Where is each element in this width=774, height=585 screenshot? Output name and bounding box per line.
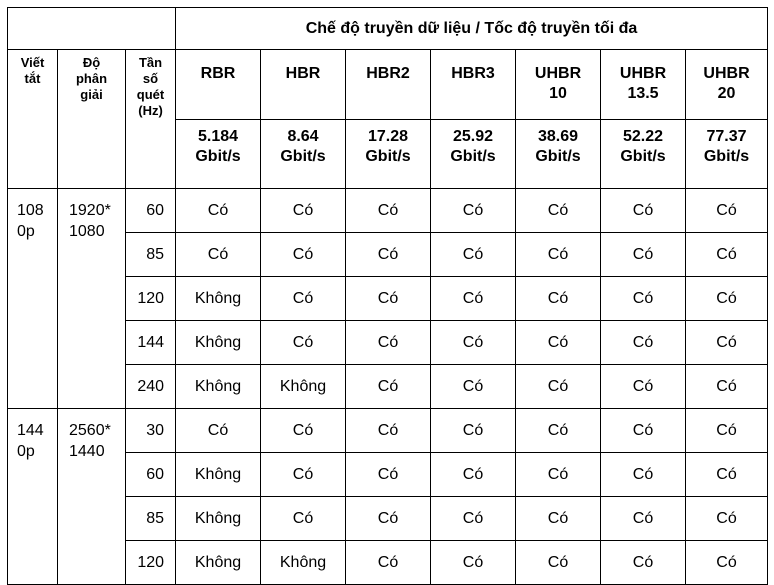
- support-cell: Có: [686, 233, 768, 277]
- support-cell: Có: [346, 365, 431, 409]
- support-cell: Có: [516, 321, 601, 365]
- support-cell: Có: [516, 365, 601, 409]
- refresh-rate-cell: 60: [126, 453, 176, 497]
- support-cell: Có: [261, 453, 346, 497]
- support-cell: Không: [176, 277, 261, 321]
- support-cell: Có: [601, 189, 686, 233]
- mode-header: RBR: [176, 50, 261, 120]
- support-cell: Có: [516, 189, 601, 233]
- table-row: [8, 409, 768, 453]
- mode-header: HBR3: [431, 50, 516, 120]
- support-cell: Có: [516, 497, 601, 541]
- support-cell: Có: [686, 365, 768, 409]
- mode-header-row: [8, 50, 768, 120]
- support-cell: Có: [176, 189, 261, 233]
- max-speed-header: 8.64 Gbit/s: [261, 120, 346, 189]
- table-row: [8, 189, 768, 233]
- mode-header: UHBR 20: [686, 50, 768, 120]
- refresh-rate-cell: 85: [126, 497, 176, 541]
- support-cell: Có: [686, 189, 768, 233]
- support-cell: Có: [601, 365, 686, 409]
- support-cell: Có: [261, 321, 346, 365]
- support-cell: Có: [261, 277, 346, 321]
- support-cell: Có: [686, 409, 768, 453]
- col-header-resolution: Độ phân giải: [58, 50, 126, 189]
- mode-header: HBR: [261, 50, 346, 120]
- mode-header: HBR2: [346, 50, 431, 120]
- support-cell: Có: [431, 409, 516, 453]
- support-cell: Có: [516, 453, 601, 497]
- table-title-row: [8, 8, 768, 50]
- refresh-rate-cell: 120: [126, 277, 176, 321]
- support-cell: Có: [261, 497, 346, 541]
- refresh-rate-cell: 30: [126, 409, 176, 453]
- support-cell: Có: [686, 541, 768, 585]
- table-title: Chế độ truyền dữ liệu / Tốc độ truyền tối đa: [176, 8, 768, 50]
- support-cell: Có: [431, 321, 516, 365]
- support-cell: Không: [261, 365, 346, 409]
- refresh-rate-cell: 60: [126, 189, 176, 233]
- support-cell: Có: [261, 233, 346, 277]
- mode-header: UHBR 10: [516, 50, 601, 120]
- support-cell: Có: [431, 541, 516, 585]
- corner-cell: [8, 8, 176, 50]
- max-speed-header: 77.37 Gbit/s: [686, 120, 768, 189]
- support-cell: Có: [346, 409, 431, 453]
- abbreviation-cell: 108 0p: [8, 189, 58, 409]
- support-cell: Không: [176, 321, 261, 365]
- support-cell: Có: [601, 453, 686, 497]
- support-cell: Có: [601, 541, 686, 585]
- support-cell: Có: [261, 409, 346, 453]
- support-cell: Có: [261, 189, 346, 233]
- resolution-cell: 1920* 1080: [58, 189, 126, 409]
- col-header-abbreviation: Viết tắt: [8, 50, 58, 189]
- support-cell: Có: [346, 541, 431, 585]
- support-cell: Có: [431, 453, 516, 497]
- refresh-rate-cell: 240: [126, 365, 176, 409]
- support-cell: Có: [346, 321, 431, 365]
- support-cell: Có: [346, 497, 431, 541]
- support-cell: Có: [431, 277, 516, 321]
- refresh-rate-cell: 144: [126, 321, 176, 365]
- support-cell: Có: [516, 409, 601, 453]
- support-cell: Có: [686, 497, 768, 541]
- support-cell: Có: [516, 277, 601, 321]
- support-cell: Có: [431, 189, 516, 233]
- support-cell: Có: [346, 453, 431, 497]
- support-cell: Có: [686, 321, 768, 365]
- support-cell: Không: [176, 497, 261, 541]
- support-cell: Có: [686, 277, 768, 321]
- support-cell: Có: [601, 321, 686, 365]
- support-cell: Có: [516, 541, 601, 585]
- abbreviation-cell: 144 0p: [8, 409, 58, 585]
- support-cell: Có: [431, 233, 516, 277]
- support-cell: Có: [346, 277, 431, 321]
- col-header-refresh-rate: Tần số quét (Hz): [126, 50, 176, 189]
- support-cell: Có: [601, 497, 686, 541]
- max-speed-header: 38.69 Gbit/s: [516, 120, 601, 189]
- display-mode-table: [7, 7, 768, 585]
- max-speed-header: 5.184 Gbit/s: [176, 120, 261, 189]
- support-cell: Có: [516, 233, 601, 277]
- support-cell: Có: [346, 189, 431, 233]
- support-cell: Có: [601, 233, 686, 277]
- support-cell: Có: [176, 233, 261, 277]
- support-cell: Có: [601, 409, 686, 453]
- support-cell: Có: [176, 409, 261, 453]
- support-cell: Có: [431, 365, 516, 409]
- support-cell: Có: [601, 277, 686, 321]
- max-speed-header: 17.28 Gbit/s: [346, 120, 431, 189]
- support-cell: Không: [176, 365, 261, 409]
- resolution-cell: 2560* 1440: [58, 409, 126, 585]
- support-cell: Không: [176, 453, 261, 497]
- support-cell: Không: [176, 541, 261, 585]
- max-speed-header: 25.92 Gbit/s: [431, 120, 516, 189]
- mode-header: UHBR 13.5: [601, 50, 686, 120]
- refresh-rate-cell: 120: [126, 541, 176, 585]
- support-cell: Không: [261, 541, 346, 585]
- max-speed-header: 52.22 Gbit/s: [601, 120, 686, 189]
- refresh-rate-cell: 85: [126, 233, 176, 277]
- support-cell: Có: [431, 497, 516, 541]
- support-cell: Có: [346, 233, 431, 277]
- support-cell: Có: [686, 453, 768, 497]
